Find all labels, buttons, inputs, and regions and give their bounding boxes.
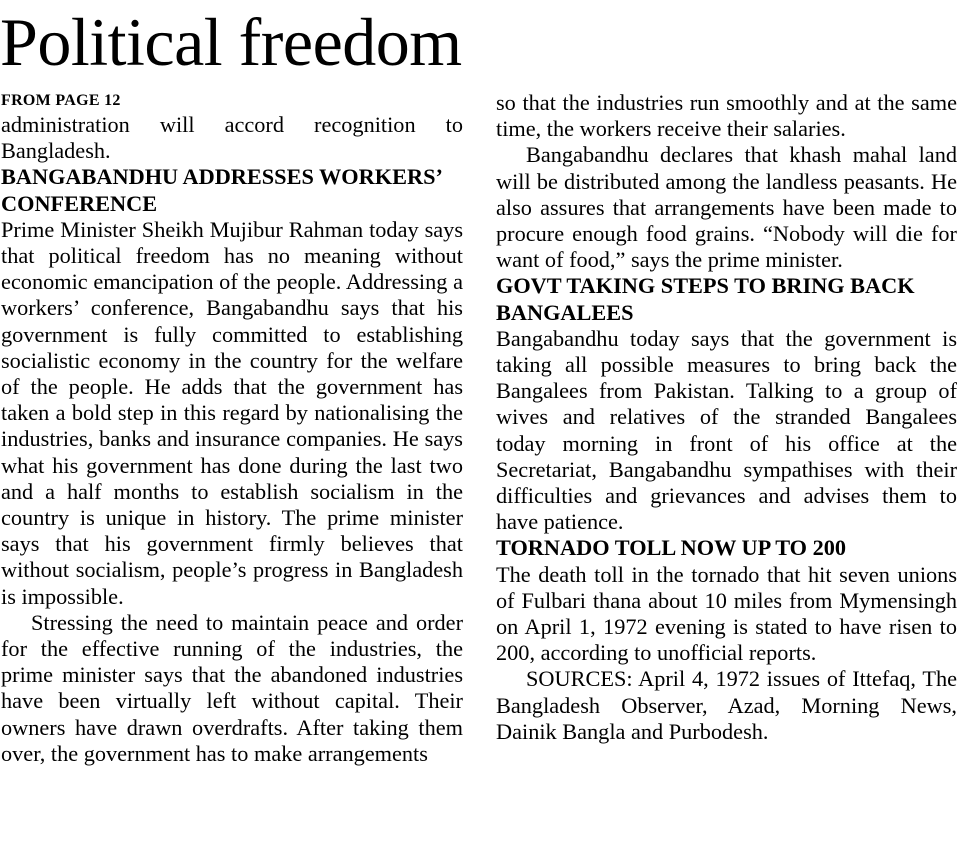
section-heading-bring-back-bangalees: GOVT TAKING STEPS TO BRING BACK BANGALEES <box>496 273 915 325</box>
intro-paragraph: administration will accord recognition to Bangladesh. <box>1 112 463 164</box>
article-paragraph: Prime Minister Sheikh Mujibur Rahman today says that political freedom has no meaning without economic emancipation of the people. Addressing a workers’ conference, Bangabandhu says that his government is fully committed to establishing socialistic economy in the country for the welfare of the people. He adds that the government has taken a bold step in this regard by nationalising the industries, banks and insurance companies. He says what his government has done during the last two and a half months to establish socialism in the country is unique in history. The prime minister says that his government firmly believes that without socialism, people’s progress in Bangladesh is impossible. <box>1 216 463 609</box>
headline: Political freedom <box>0 4 462 80</box>
sources-note: SOURCES: April 4, 1972 issues of Ittefaq, The Bangladesh Observer, Azad, Morning News, Dainik Bangla and Purbodesh. <box>496 666 957 744</box>
section-heading-workers-conference: BANGABANDHU ADDRESSES WORKERS’ CONFERENCE <box>1 164 442 216</box>
right-column <box>496 90 957 745</box>
dateline: FROM PAGE 12 <box>1 92 121 109</box>
article-paragraph-continued: so that the industries run smoothly and at the same time, the workers receive their salaries. <box>496 90 957 142</box>
left-column <box>1 90 463 767</box>
section-heading-tornado-toll: TORNADO TOLL NOW UP TO 200 <box>496 535 847 561</box>
article-paragraph: Bangabandhu today says that the government is taking all possible measures to bring back the Bangalees from Pakistan. Talking to a group of wives and relatives of the stranded Bangalees today morning in front of his office at the Secretariat, Bangabandhu sympathises with their difficulties and grievances and advises them to have patience. <box>496 325 957 535</box>
article-paragraph: The death toll in the tornado that hit seven unions of Fulbari thana about 10 miles from Mymensingh on April 1, 1972 evening is stated to have risen to 200, according to unofficial reports. <box>496 561 957 666</box>
article-paragraph: Bangabandhu declares that khash mahal land will be distributed among the landless peasants. He also assures that arrangements have been made to procure enough food grains. “Nobody will die for want of food,” says the prime minister. <box>496 142 957 273</box>
article-paragraph: Stressing the need to maintain peace and order for the effective running of the industries, the prime minister says that the abandoned industries have been virtually left without capital. Their owners have drawn overdrafts. After taking them over, the government has to make arrangements <box>1 609 463 766</box>
